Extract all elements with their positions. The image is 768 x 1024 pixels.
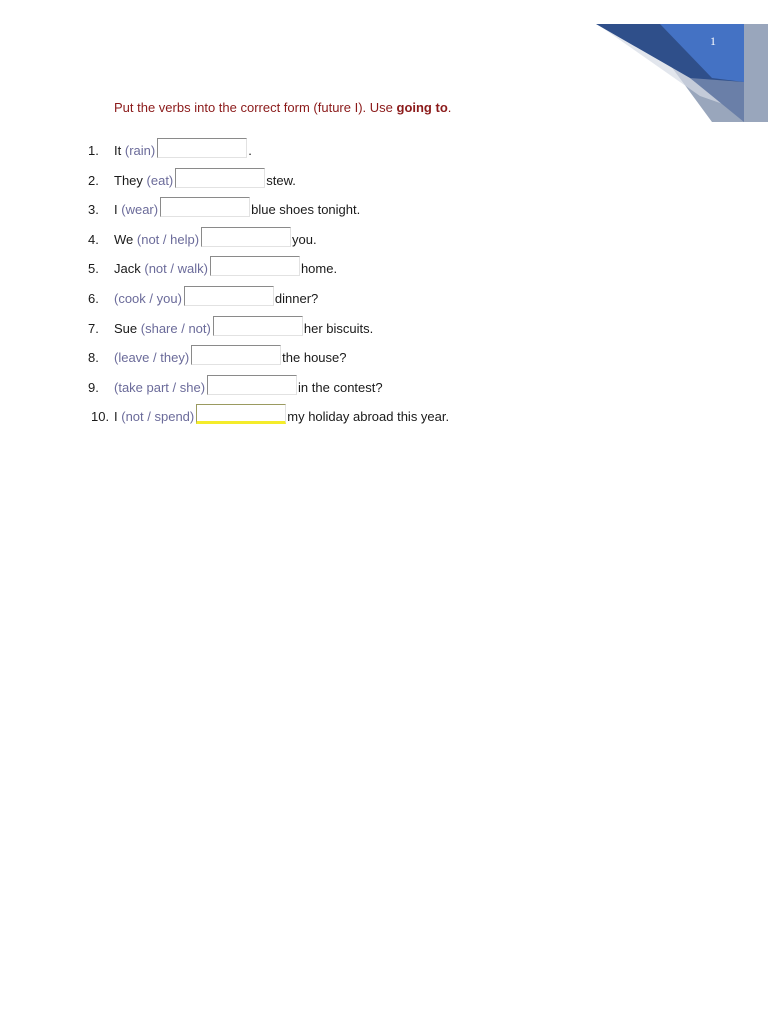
sentence-ending: dinner? bbox=[274, 291, 319, 306]
instruction-end: . bbox=[447, 100, 452, 115]
sentence-subject: We bbox=[114, 231, 134, 247]
page-number: 1 bbox=[710, 34, 716, 48]
exercise-number: 9. bbox=[88, 379, 99, 395]
exercise-row bbox=[0, 256, 600, 278]
exercise-number: 4. bbox=[88, 231, 99, 247]
sentence-subject: They bbox=[114, 172, 143, 188]
sentence-ending: blue shoes tonight. bbox=[251, 202, 361, 218]
exercise-sentence bbox=[114, 168, 296, 188]
exercise-number: 7. bbox=[88, 320, 99, 336]
exercise-number: 3. bbox=[88, 202, 99, 218]
answer-input[interactable] bbox=[157, 138, 247, 158]
verb-hint: (share / not) bbox=[140, 320, 211, 336]
verb-hint: (rain) bbox=[124, 143, 156, 158]
exercise-sentence bbox=[114, 227, 317, 247]
sentence-subject: Sue bbox=[114, 320, 138, 336]
exercise-number: 10. bbox=[91, 409, 110, 425]
exercise-sentence bbox=[114, 316, 373, 336]
verb-hint: (eat) bbox=[146, 172, 174, 188]
exercise-number: 5. bbox=[88, 261, 99, 277]
exercise-row bbox=[0, 227, 600, 249]
sentence-ending: you. bbox=[292, 231, 317, 247]
verb-hint: (take part / she) bbox=[114, 379, 206, 395]
answer-input[interactable] bbox=[201, 227, 291, 247]
exercise-row bbox=[0, 375, 600, 397]
instruction-lead: Put the verbs into the correct form (future I). Use bbox=[114, 100, 397, 115]
sentence-ending: my holiday abroad this year. bbox=[287, 409, 450, 425]
verb-hint: (not / spend) bbox=[121, 409, 195, 425]
sentence-subject: I bbox=[114, 409, 118, 425]
verb-hint: (not / walk) bbox=[144, 261, 208, 277]
sentence-ending: home. bbox=[300, 261, 338, 277]
exercise-row bbox=[0, 197, 600, 219]
answer-input[interactable] bbox=[191, 345, 281, 365]
sentence-subject: It bbox=[114, 143, 122, 158]
exercise-row bbox=[0, 286, 600, 308]
answer-input[interactable] bbox=[207, 375, 297, 395]
verb-hint: (leave / they) bbox=[114, 350, 190, 366]
exercise-number: 2. bbox=[88, 172, 99, 188]
exercise-row bbox=[0, 138, 600, 160]
exercise-sentence bbox=[114, 286, 318, 306]
exercise-row bbox=[0, 316, 600, 338]
answer-input[interactable] bbox=[184, 286, 274, 306]
exercise-number: 1. bbox=[88, 143, 99, 158]
answer-input[interactable] bbox=[175, 168, 265, 188]
instruction-emphasis: going to bbox=[396, 100, 448, 115]
exercise-number: 8. bbox=[88, 350, 99, 366]
verb-hint: (not / help) bbox=[136, 231, 200, 247]
exercise-sentence bbox=[114, 404, 449, 424]
exercise-sentence bbox=[114, 375, 383, 395]
exercise-sentence bbox=[114, 256, 337, 276]
exercise-sentence bbox=[114, 138, 252, 158]
exercise-sentence bbox=[114, 345, 347, 365]
verb-hint: (wear) bbox=[121, 202, 159, 218]
sentence-ending: the house? bbox=[282, 350, 347, 366]
verb-hint: (cook / you) bbox=[114, 291, 182, 306]
sentence-ending: . bbox=[248, 143, 252, 158]
sentence-subject: I bbox=[114, 202, 118, 218]
exercise-row bbox=[0, 345, 600, 367]
exercise-row bbox=[0, 168, 600, 190]
exercise-sentence bbox=[114, 197, 360, 217]
answer-input[interactable] bbox=[210, 256, 300, 276]
sentence-subject: Jack bbox=[114, 261, 141, 277]
answer-input[interactable] bbox=[196, 404, 286, 424]
answer-input[interactable] bbox=[160, 197, 250, 217]
sentence-ending: stew. bbox=[266, 172, 296, 188]
answer-input[interactable] bbox=[213, 316, 303, 336]
exercise-row bbox=[0, 404, 600, 426]
sentence-ending: in the contest? bbox=[298, 379, 383, 395]
sentence-ending: her biscuits. bbox=[303, 320, 374, 336]
exercise-number: 6. bbox=[88, 291, 99, 306]
